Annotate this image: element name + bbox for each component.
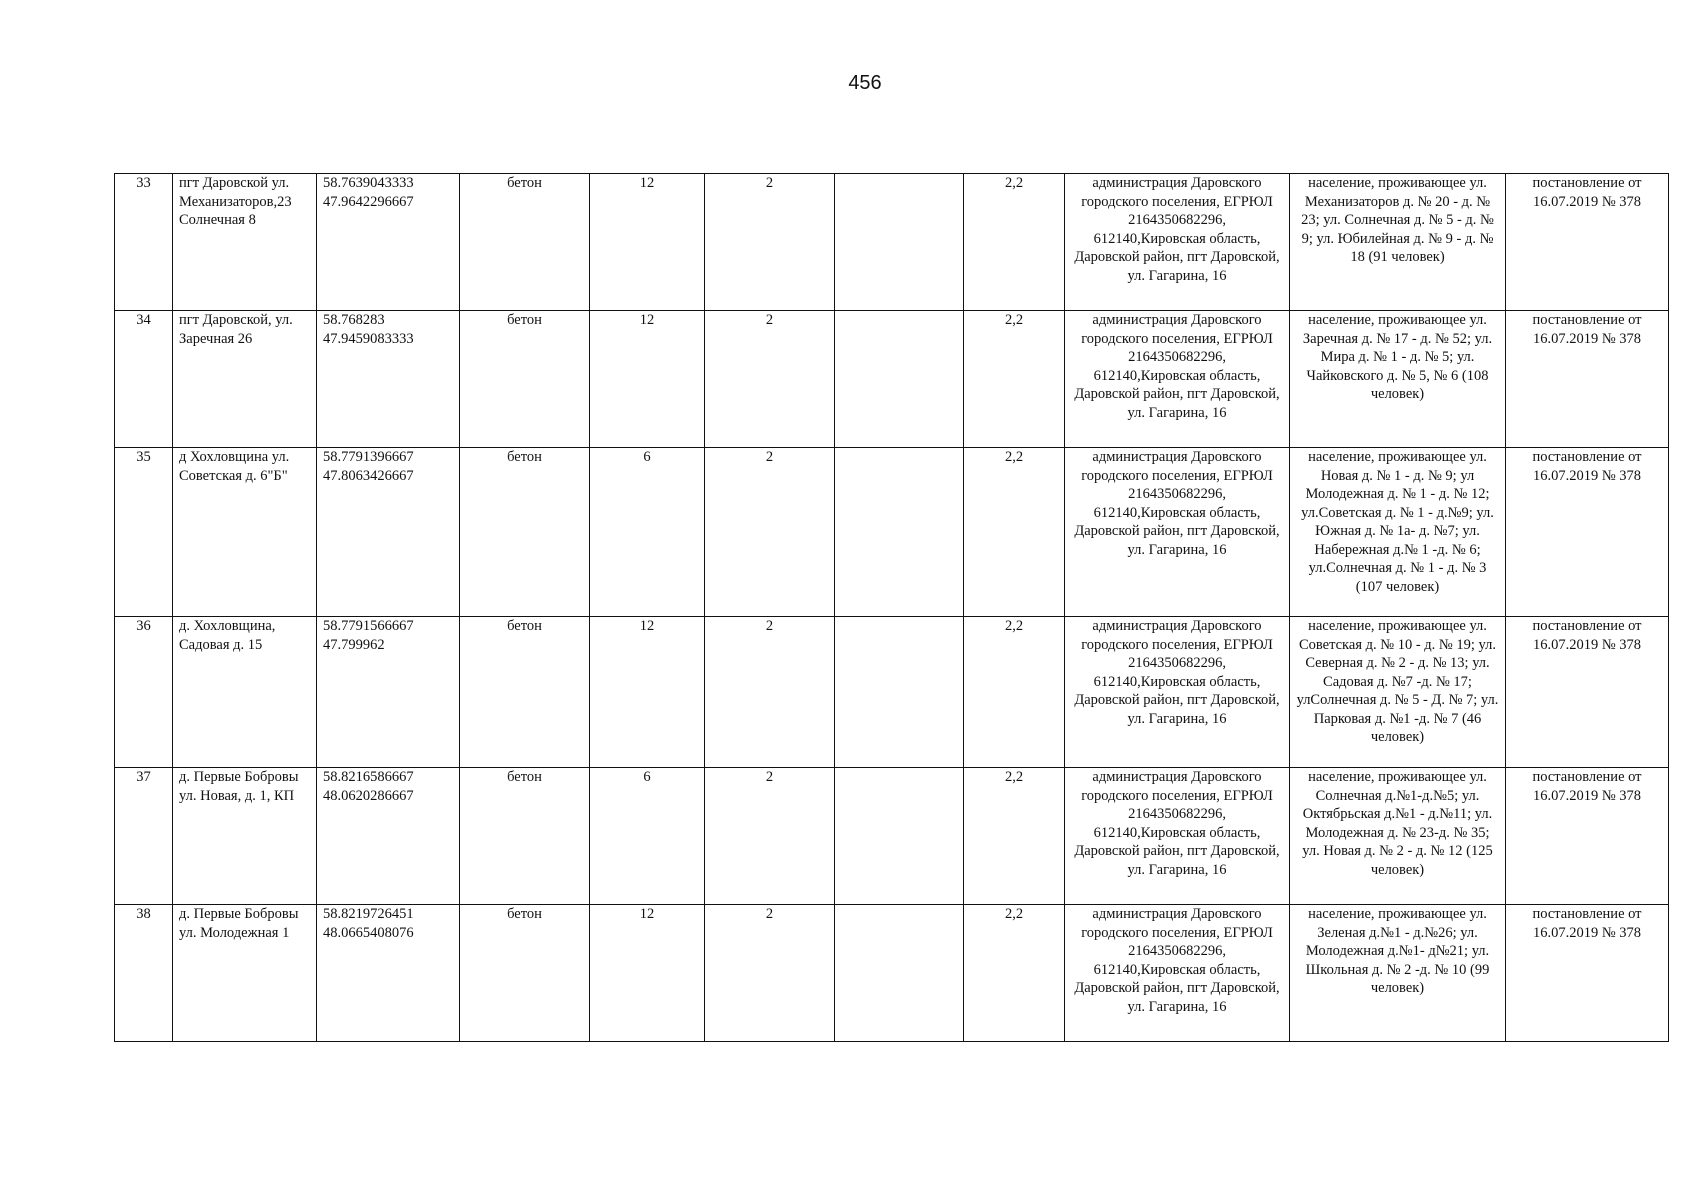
site-coordinates <box>317 617 460 768</box>
site-coordinates <box>317 174 460 311</box>
table-row <box>115 448 1669 617</box>
longitude: 47.9459083333 <box>323 330 414 347</box>
empty-cell <box>835 617 964 768</box>
waste-sources: население, проживающее ул. Советская д. № 10 - д. № 19; ул. Северная д. № 2 - д. № 13; ул. Садовая д. №7 -д. № 17; улСолнечная д. № 5 - Д. № 7; ул. Парковая д. №1 -д. № 7 (46 человек) <box>1290 617 1506 768</box>
latitude: 58.768283 <box>323 312 385 328</box>
row-number: 33 <box>115 174 173 311</box>
surface-type: бетон <box>460 448 590 617</box>
site-coordinates <box>317 311 460 448</box>
page-number: 456 <box>848 72 882 94</box>
latitude: 58.7639043333 <box>323 175 414 191</box>
site-owner: администрация Даровского городского поселения, ЕГРЮЛ 2164350682296, 612140,Кировская область, Даровской район, пгт Даровской, ул. Гагарина, 16 <box>1065 311 1290 448</box>
longitude: 47.799962 <box>323 636 385 653</box>
legal-document: постановление от 16.07.2019 № 378 <box>1506 174 1669 311</box>
container-volume: 2,2 <box>964 448 1065 617</box>
site-address: д. Первые Бобровы ул. Новая, д. 1, КП <box>173 768 317 905</box>
row-number: 34 <box>115 311 173 448</box>
surface-type: бетон <box>460 174 590 311</box>
container-count: 2 <box>705 448 835 617</box>
container-count: 2 <box>705 617 835 768</box>
table-row <box>115 617 1669 768</box>
waste-sources: население, проживающее ул. Механизаторов д. № 20 - д. № 23; ул. Солнечная д. № 5 - д. № 9; ул. Юбилейная д. № 9 - д. № 18 (91 человек) <box>1290 174 1506 311</box>
longitude: 48.0665408076 <box>323 924 414 941</box>
empty-cell <box>835 311 964 448</box>
table-row <box>115 768 1669 905</box>
legal-document: постановление от 16.07.2019 № 378 <box>1506 905 1669 1042</box>
waste-sources: население, проживающее ул. Зеленая д.№1 - д.№26; ул. Молодежная д.№1- д№21; ул. Школьная д. № 2 -д. № 10 (99 человек) <box>1290 905 1506 1042</box>
site-owner: администрация Даровского городского поселения, ЕГРЮЛ 2164350682296, 612140,Кировская область, Даровской район, пгт Даровской, ул. Гагарина, 16 <box>1065 768 1290 905</box>
site-area: 6 <box>590 768 705 905</box>
site-address: д Хохловщина ул. Советская д. 6"Б" <box>173 448 317 617</box>
site-owner: администрация Даровского городского поселения, ЕГРЮЛ 2164350682296, 612140,Кировская область, Даровской район, пгт Даровской, ул. Гагарина, 16 <box>1065 617 1290 768</box>
table-row <box>115 311 1669 448</box>
container-volume: 2,2 <box>964 768 1065 905</box>
site-address: д. Хохловщина, Садовая д. 15 <box>173 617 317 768</box>
site-coordinates <box>317 768 460 905</box>
waste-sources: население, проживающее ул. Новая д. № 1 - д. № 9; ул Молодежная д. № 1 - д. № 12; ул.Советская д. № 1 - д.№9; ул. Южная д. № 1а- д. №7; ул. Набережная д.№ 1 -д. № 6; ул.Солнечная д. № 1 - д. № 3 (107 человек) <box>1290 448 1506 617</box>
table-row <box>115 905 1669 1042</box>
container-count: 2 <box>705 311 835 448</box>
waste-sources: население, проживающее ул. Солнечная д.№1-д.№5; ул. Октябрьская д.№1 - д.№11; ул. Молодежная д. № 23-д. № 35; ул. Новая д. № 2 - д. № 12 (125 человек) <box>1290 768 1506 905</box>
surface-type: бетон <box>460 311 590 448</box>
row-number: 37 <box>115 768 173 905</box>
legal-document: постановление от 16.07.2019 № 378 <box>1506 768 1669 905</box>
latitude: 58.8216586667 <box>323 769 414 785</box>
empty-cell <box>835 174 964 311</box>
site-coordinates <box>317 448 460 617</box>
site-owner: администрация Даровского городского поселения, ЕГРЮЛ 2164350682296, 612140,Кировская область, Даровской район, пгт Даровской, ул. Гагарина, 16 <box>1065 448 1290 617</box>
latitude: 58.8219726451 <box>323 906 414 922</box>
row-number: 35 <box>115 448 173 617</box>
container-count: 2 <box>705 174 835 311</box>
container-count: 2 <box>705 905 835 1042</box>
waste-sources: население, проживающее ул. Заречная д. № 17 - д. № 52; ул. Мира д. № 1 - д. № 5; ул. Чайковского д. № 5, № 6 (108 человек) <box>1290 311 1506 448</box>
container-volume: 2,2 <box>964 617 1065 768</box>
site-owner: администрация Даровского городского поселения, ЕГРЮЛ 2164350682296, 612140,Кировская область, Даровской район, пгт Даровской, ул. Гагарина, 16 <box>1065 174 1290 311</box>
site-address: пгт Даровской, ул. Заречная 26 <box>173 311 317 448</box>
empty-cell <box>835 905 964 1042</box>
site-coordinates <box>317 905 460 1042</box>
site-area: 12 <box>590 617 705 768</box>
row-number: 38 <box>115 905 173 1042</box>
legal-document: постановление от 16.07.2019 № 378 <box>1506 617 1669 768</box>
site-area: 12 <box>590 311 705 448</box>
longitude: 47.9642296667 <box>323 193 414 210</box>
container-volume: 2,2 <box>964 311 1065 448</box>
latitude: 58.7791566667 <box>323 618 414 634</box>
row-number: 36 <box>115 617 173 768</box>
site-area: 6 <box>590 448 705 617</box>
empty-cell <box>835 768 964 905</box>
container-volume: 2,2 <box>964 174 1065 311</box>
legal-document: постановление от 16.07.2019 № 378 <box>1506 448 1669 617</box>
table-row <box>115 174 1669 311</box>
empty-cell <box>835 448 964 617</box>
site-owner: администрация Даровского городского поселения, ЕГРЮЛ 2164350682296, 612140,Кировская область, Даровской район, пгт Даровской, ул. Гагарина, 16 <box>1065 905 1290 1042</box>
legal-document: постановление от 16.07.2019 № 378 <box>1506 311 1669 448</box>
surface-type: бетон <box>460 768 590 905</box>
site-address: пгт Даровской ул. Механизаторов,23 Солнечная 8 <box>173 174 317 311</box>
waste-sites-table <box>114 173 1669 1042</box>
longitude: 48.0620286667 <box>323 787 414 804</box>
surface-type: бетон <box>460 617 590 768</box>
site-area: 12 <box>590 905 705 1042</box>
container-count: 2 <box>705 768 835 905</box>
latitude: 58.7791396667 <box>323 449 414 465</box>
site-address: д. Первые Бобровы ул. Молодежная 1 <box>173 905 317 1042</box>
surface-type: бетон <box>460 905 590 1042</box>
longitude: 47.8063426667 <box>323 467 414 484</box>
container-volume: 2,2 <box>964 905 1065 1042</box>
site-area: 12 <box>590 174 705 311</box>
